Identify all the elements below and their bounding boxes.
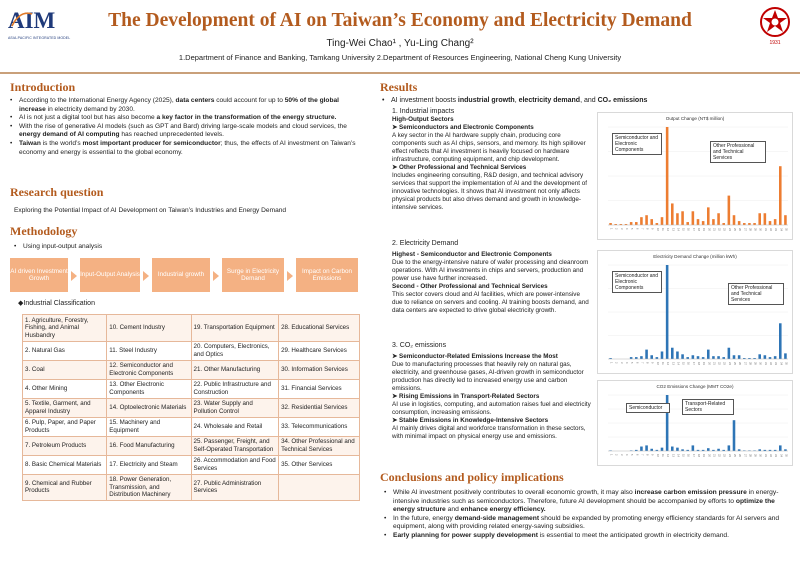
chart-tick-label: 2 bbox=[614, 228, 618, 230]
method-flowchart bbox=[10, 258, 360, 294]
industry-table-cell: 26. Accommodation and Food Services bbox=[191, 455, 279, 474]
chart-tick-label: 5 bbox=[630, 228, 634, 230]
chart-bar bbox=[666, 265, 669, 359]
industry-table-cell: 30. Information Services bbox=[279, 360, 360, 379]
chart-tick-label: 27 bbox=[743, 362, 747, 365]
chart-bar bbox=[779, 323, 782, 359]
chart-tick-label: 13 bbox=[671, 454, 675, 457]
aim-logo-subtitle: ASIA-PACIFIC INTEGRATED MODEL bbox=[8, 36, 71, 40]
affiliations: 1.Department of Finance and Banking, Tamkang University 2.Department of Resources Engineering, National Cheng Kung University bbox=[178, 53, 622, 62]
chart-tick-label: 11 bbox=[661, 228, 664, 231]
s3-h1: ➤ Semiconductor-Related Emissions Increase the Most bbox=[392, 353, 558, 360]
chart-tick-label: 24 bbox=[727, 454, 731, 457]
industry-table-row bbox=[23, 341, 360, 360]
chart-tick-label: 26 bbox=[738, 228, 742, 231]
chart-tick-label: 35 bbox=[784, 454, 788, 457]
chart-tick-label: 16 bbox=[686, 454, 690, 457]
industry-table-cell: 24. Wholesale and Retail bbox=[191, 417, 279, 436]
chart-bar bbox=[630, 222, 633, 225]
industry-table-row bbox=[23, 436, 360, 455]
chart-tick-label: 23 bbox=[722, 362, 726, 365]
chart-tick-label: 25 bbox=[733, 362, 736, 365]
industry-table-cell: 22. Public Infrastructure and Construction bbox=[191, 379, 279, 398]
chart-tick-label: 29 bbox=[753, 228, 757, 231]
chart-tick-label: 35 bbox=[784, 362, 788, 365]
rq-heading: Research question bbox=[10, 185, 104, 199]
flow-step-4: Surge in Electricity Demand bbox=[222, 258, 284, 292]
industry-table-cell: 17. Electricity and Steam bbox=[107, 455, 191, 474]
chart-tick-label: 23 bbox=[722, 454, 726, 457]
intro-body bbox=[10, 97, 365, 157]
conclusion-1: • While AI investment positively contributes to overall economic growth, it may also increase carbon emission pressure in energy-intensive industries such as semiconductors. Therefore, future AI development should be accompanied by efforts to optimize the energy structure and enhance energy efficiency. bbox=[384, 489, 794, 515]
chart-bar bbox=[779, 445, 782, 451]
conclusion-2: • In the future, energy demand-side management should be expanded by promoting energy efficiency standards for AI servers and equipment, along with providing related energy-saving subsidies. bbox=[384, 515, 794, 532]
chart-tick-label: 12 bbox=[666, 362, 670, 365]
chart-tick-label: 30 bbox=[758, 454, 762, 457]
chart-bar bbox=[769, 357, 772, 359]
chart-bar bbox=[681, 354, 684, 359]
industry-table-cell: 33. Telecommunications bbox=[279, 417, 360, 436]
chart-tick-label: 32 bbox=[769, 362, 772, 365]
chart-1-callout-professional: Other Professional and Technical Services bbox=[710, 141, 766, 163]
chart-tick-label: 14 bbox=[676, 228, 680, 231]
chart-tick-label: 13 bbox=[671, 362, 675, 365]
chart-tick-label: 1 bbox=[609, 228, 613, 230]
chart-bar bbox=[784, 353, 787, 359]
chart-tick-label: 34 bbox=[779, 228, 783, 231]
method-bullet: • Using input-output analysis bbox=[14, 243, 314, 252]
chart-bar bbox=[728, 196, 731, 225]
chart-bar bbox=[728, 348, 731, 359]
industry-table-cell: 25. Passenger, Freight, and Self-Operated Transportation bbox=[191, 436, 279, 455]
chart-bar bbox=[635, 222, 638, 225]
conclusion-3: • Early planning for power supply development is essential to meet the anticipated growth in electricity demand. bbox=[384, 532, 794, 541]
chart-tick-label: 19 bbox=[702, 362, 706, 365]
chart-tick-label: 15 bbox=[681, 362, 685, 365]
results-electricity-demand bbox=[392, 240, 592, 315]
chart-bar bbox=[640, 217, 643, 225]
chart-bar bbox=[686, 357, 689, 359]
section-1-title: 1. Industrial impacts bbox=[392, 108, 455, 115]
s2-t2: This sector covers cloud and AI facilities, which are power-intensive due to reliance on servers and cooling. AI training boosts demand, and data centers are expected to drive global electricity growth. bbox=[392, 291, 589, 314]
industry-table-row bbox=[23, 455, 360, 474]
poster-title: The Development of AI on Taiwan’s Economy and Electricity Demand bbox=[108, 10, 692, 31]
chart-tick-label: 5 bbox=[630, 362, 634, 364]
industry-table-cell: 7. Petroleum Products bbox=[23, 436, 107, 455]
poster-header bbox=[0, 0, 800, 70]
industry-table-cell: 10. Cement Industry bbox=[107, 315, 191, 342]
industry-table-row bbox=[23, 417, 360, 436]
industry-table-cell: 16. Food Manufacturing bbox=[107, 436, 191, 455]
chart-bar bbox=[712, 356, 715, 359]
chart-tick-label: 10 bbox=[655, 362, 659, 365]
chart-bar bbox=[712, 219, 715, 225]
section-1-subtitle: High-Output Sectors bbox=[392, 116, 454, 123]
chart-tick-label: 27 bbox=[743, 228, 747, 231]
chart-tick-label: 2 bbox=[614, 362, 618, 364]
industry-classification-table bbox=[22, 314, 360, 501]
industry-table-cell: 28. Educational Services bbox=[279, 315, 360, 342]
chart-tick-label: 3 bbox=[619, 454, 623, 456]
industry-table-cell: 32. Residential Services bbox=[279, 398, 360, 417]
authors: Ting-Wei Chao¹ , Yu-Ling Chang² bbox=[326, 38, 474, 49]
chart-tick-label: 12 bbox=[666, 228, 670, 231]
aim-logo-mark bbox=[6, 6, 76, 36]
industry-table-cell: 34. Other Professional and Technical Services bbox=[279, 436, 360, 455]
chart-bar bbox=[661, 448, 664, 451]
flow-arrow-icon bbox=[287, 271, 293, 281]
s1-b-text: Includes engineering consulting, R&D design, and technical advisory services that support the implementation of AI and the development of innovative technologies. It shows that AI investment not only affects physical products but also drives demand and growth in knowledge-intensive services. bbox=[392, 172, 587, 211]
conclusions-body bbox=[384, 489, 794, 541]
chart-tick-label: 6 bbox=[635, 228, 639, 230]
chart-tick-label: 15 bbox=[681, 454, 685, 457]
co2-emissions-chart bbox=[597, 380, 793, 466]
chart-tick-label: 10 bbox=[655, 228, 659, 231]
chart-tick-label: 7 bbox=[640, 362, 644, 364]
industry-table-cell: 3. Coal bbox=[23, 360, 107, 379]
industry-table-cell bbox=[279, 474, 360, 501]
chart-bar bbox=[743, 223, 746, 225]
chart-bar bbox=[697, 219, 700, 225]
chart-tick-label: 12 bbox=[666, 454, 670, 457]
industry-table-cell: 20. Computers, Electronics, and Optics bbox=[191, 341, 279, 360]
chart-1-title: Output Change (NT$ million) bbox=[665, 116, 725, 121]
chart-bar bbox=[717, 213, 720, 225]
chart-bar bbox=[640, 447, 643, 451]
chart-tick-label: 3 bbox=[619, 228, 623, 230]
chart-tick-label: 31 bbox=[763, 454, 767, 457]
chart-bar bbox=[692, 445, 695, 451]
chart-tick-label: 18 bbox=[697, 362, 700, 365]
chart-tick-label: 20 bbox=[707, 362, 711, 365]
chart-tick-label: 6 bbox=[635, 454, 639, 456]
chart-bar bbox=[758, 213, 761, 225]
chart-bar bbox=[640, 356, 643, 359]
chart-bar bbox=[758, 354, 761, 359]
chart-bar bbox=[635, 357, 638, 359]
chart-bar bbox=[676, 448, 679, 451]
chart-tick-label: 11 bbox=[661, 362, 664, 365]
chart-bar bbox=[784, 215, 787, 225]
chart-2-title: Electricity Demand Change (million kWh) bbox=[653, 254, 737, 259]
chart-tick-label: 19 bbox=[702, 454, 706, 457]
flow-arrow-icon bbox=[71, 271, 77, 281]
rq-text: Exploring the Potential Impact of AI Development on Taiwan’s Industries and Energy Demand bbox=[14, 207, 287, 214]
chart-tick-label: 30 bbox=[758, 362, 762, 365]
chart-bar bbox=[707, 448, 710, 451]
s2-h2: Second - Other Professional and Technical Services bbox=[392, 283, 548, 290]
chart-bar bbox=[609, 223, 612, 225]
chart-3-callout-transport: Transport-Related Sectors bbox=[682, 399, 734, 415]
industry-table-cell: 13. Other Electronic Components bbox=[107, 379, 191, 398]
flow-step-5: Impact on Carbon Emissions bbox=[296, 258, 358, 292]
results-co2-emissions bbox=[392, 342, 592, 441]
industry-table-row bbox=[23, 379, 360, 398]
chart-bar bbox=[707, 350, 710, 359]
chart-bar bbox=[733, 215, 736, 225]
industry-table-cell: 4. Other Mining bbox=[23, 379, 107, 398]
chart-tick-label: 29 bbox=[753, 454, 757, 457]
chart-bar bbox=[779, 166, 782, 225]
method-heading: Methodology bbox=[10, 224, 78, 238]
chart-bar bbox=[697, 356, 700, 359]
chart-bar bbox=[733, 420, 736, 451]
chart-tick-label: 17 bbox=[691, 362, 695, 365]
industry-table-cell: 23. Water Supply and Pollution Control bbox=[191, 398, 279, 417]
s1-a-head: ➤ Semiconductors and Electronic Components bbox=[392, 124, 534, 131]
chart-tick-label: 20 bbox=[707, 228, 711, 231]
chart-tick-label: 4 bbox=[625, 228, 628, 230]
chart-bar bbox=[656, 357, 659, 359]
chart-tick-label: 17 bbox=[691, 228, 695, 231]
chart-bar bbox=[758, 449, 761, 451]
chart-tick-label: 27 bbox=[743, 454, 747, 457]
chart-tick-label: 24 bbox=[727, 362, 731, 365]
chart-bar bbox=[748, 223, 751, 225]
chart-tick-label: 7 bbox=[640, 454, 644, 456]
chart-tick-label: 28 bbox=[748, 362, 752, 365]
chart-1-callout-semiconductor: Semiconductor and Electronic Components bbox=[612, 133, 662, 155]
chart-bar bbox=[630, 357, 633, 359]
chart-tick-label: 31 bbox=[763, 228, 767, 231]
chart-bar bbox=[784, 449, 787, 451]
intro-bullet-1: • According to the International Energy Agency (2025), data centers could account for up to 50% of the global increase in electricity demand by 2030. bbox=[10, 97, 365, 114]
chart-bar bbox=[650, 449, 653, 451]
electricity-demand-chart bbox=[597, 250, 793, 374]
flow-arrow-icon bbox=[213, 271, 219, 281]
industry-table-cell: 14. Optoelectronic Materials bbox=[107, 398, 191, 417]
chart-tick-label: 32 bbox=[769, 454, 772, 457]
chart-tick-label: 8 bbox=[645, 228, 649, 230]
flow-step-3: Industrial growth bbox=[152, 258, 210, 292]
seal-year: 1931 bbox=[769, 40, 781, 46]
chart-tick-label: 21 bbox=[712, 362, 716, 365]
s1-b-head: ➤ Other Professional and Technical Services bbox=[392, 164, 527, 171]
intro-bullet-3: • With the rise of generative AI models (such as GPT and Bard) driving large-scale models and cloud services, the energy demand of AI computing has reached unprecedented levels. bbox=[10, 123, 365, 140]
chart-tick-label: 7 bbox=[640, 228, 644, 230]
chart-bar bbox=[702, 221, 705, 225]
chart-bar bbox=[686, 222, 689, 225]
chart-bar bbox=[753, 223, 756, 225]
s3-t1: Due to manufacturing processes that heavily rely on natural gas, electricity, and greenhouse gases, AI-driven growth in semiconductor production has directly led to increased energy use and carbon emissions. bbox=[392, 361, 584, 392]
chart-2-callout-semiconductor: Semiconductor and Electronic Components bbox=[612, 271, 662, 293]
chart-tick-label: 22 bbox=[717, 362, 721, 365]
chart-bar bbox=[733, 355, 736, 359]
s2-h1: Highest - Semiconductor and Electronic Components bbox=[392, 251, 552, 258]
chart-2-callout-professional: Other Professional and Technical Services bbox=[728, 283, 784, 305]
chart-tick-label: 4 bbox=[625, 454, 628, 456]
chart-tick-label: 5 bbox=[630, 454, 634, 456]
chart-bar bbox=[738, 449, 741, 451]
flow-arrow-icon bbox=[143, 271, 149, 281]
industry-table-cell: 11. Steel Industry bbox=[107, 341, 191, 360]
chart-bar bbox=[671, 348, 674, 359]
chart-tick-label: 25 bbox=[733, 228, 736, 231]
industry-table-row bbox=[23, 360, 360, 379]
chart-bar bbox=[676, 351, 679, 359]
chart-bar bbox=[738, 355, 741, 359]
chart-bar bbox=[722, 357, 725, 359]
industry-table-cell: 6. Pulp, Paper, and Paper Products bbox=[23, 417, 107, 436]
chart-tick-label: 29 bbox=[753, 362, 757, 365]
chart-tick-label: 35 bbox=[784, 228, 788, 231]
s1-a-text: A key sector in the AI hardware supply chain, producing core components such as AI chips, sensors, and memory. Its high spillover effect reflects that AI investment is heavily focused on hardware infrastructure, computing equipment, and chip development. bbox=[392, 132, 586, 163]
chart-tick-label: 18 bbox=[697, 454, 700, 457]
flow-step-2: Input-Output Analysis bbox=[80, 258, 140, 292]
industry-table-cell: 2. Natural Gas bbox=[23, 341, 107, 360]
chart-bar bbox=[661, 351, 664, 359]
chart-tick-label: 33 bbox=[774, 362, 778, 365]
chart-bar bbox=[645, 215, 648, 225]
s2-t1: Due to the energy-intensive nature of wafer processing and cleanroom operations. With AI investments in chips and servers, production and power use have further increased. bbox=[392, 259, 589, 282]
chart-tick-label: 34 bbox=[779, 362, 783, 365]
chart-tick-label: 18 bbox=[697, 228, 700, 231]
chart-tick-label: 28 bbox=[748, 454, 752, 457]
chart-tick-label: 21 bbox=[712, 454, 716, 457]
chart-bar bbox=[645, 350, 648, 359]
industry-table-cell: 8. Basic Chemical Materials bbox=[23, 455, 107, 474]
chart-3-callout-semiconductor: Semiconductor bbox=[626, 403, 670, 413]
chart-tick-label: 21 bbox=[712, 228, 716, 231]
chart-tick-label: 9 bbox=[650, 362, 654, 364]
chart-bar bbox=[661, 217, 664, 225]
chart-tick-label: 15 bbox=[681, 228, 685, 231]
chart-tick-label: 14 bbox=[676, 454, 680, 457]
chart-tick-label: 13 bbox=[671, 228, 675, 231]
chart-bar bbox=[671, 203, 674, 225]
chart-tick-label: 11 bbox=[661, 454, 664, 457]
intro-heading: Introduction bbox=[10, 80, 76, 94]
chart-bar bbox=[666, 127, 669, 225]
chart-bar bbox=[645, 445, 648, 451]
chart-bar bbox=[676, 213, 679, 225]
chart-tick-label: 1 bbox=[609, 362, 613, 364]
chart-tick-label: 34 bbox=[779, 454, 783, 457]
industry-table-cell: 9. Chemical and Rubber Products bbox=[23, 474, 107, 501]
chart-tick-label: 10 bbox=[655, 454, 659, 457]
chart-tick-label: 2 bbox=[614, 454, 618, 456]
chart-bar bbox=[650, 219, 653, 225]
chart-tick-label: 25 bbox=[733, 454, 736, 457]
chart-tick-label: 30 bbox=[758, 228, 762, 231]
industry-table-cell: 18. Power Generation, Transmission, and Distribution Machinery bbox=[107, 474, 191, 501]
chart-bar bbox=[738, 221, 741, 225]
s3-t2: AI use in logistics, computing, and automation raises fuel and electricity consumption, increasing emissions. bbox=[392, 401, 591, 416]
chart-bar bbox=[769, 221, 772, 225]
chart-bar bbox=[774, 356, 777, 359]
section-2-title: 2. Electricity Demand bbox=[392, 240, 459, 247]
industry-table-cell: 31. Financial Services bbox=[279, 379, 360, 398]
chart-tick-label: 22 bbox=[717, 454, 721, 457]
industry-table-cell: 12. Semiconductor and Electronic Components bbox=[107, 360, 191, 379]
chart-bar bbox=[774, 219, 777, 225]
university-seal-icon bbox=[758, 6, 792, 46]
header-divider bbox=[0, 72, 800, 74]
flow-step-1: AI driven Investment Growth bbox=[10, 258, 68, 292]
industry-table-cell: 27. Public Administration Services bbox=[191, 474, 279, 501]
chart-tick-label: 22 bbox=[717, 228, 721, 231]
s3-t3: AI mainly drives digital and workforce transformation in these sectors, with minimal impact on physical energy use and emissions. bbox=[392, 425, 586, 440]
chart-tick-label: 9 bbox=[650, 454, 654, 456]
chart-tick-label: 9 bbox=[650, 228, 654, 230]
chart-tick-label: 19 bbox=[702, 228, 706, 231]
chart-bar bbox=[764, 213, 767, 225]
industry-table-cell: 29. Healthcare Services bbox=[279, 341, 360, 360]
results-heading: Results bbox=[380, 80, 418, 94]
chart-tick-label: 33 bbox=[774, 454, 778, 457]
chart-tick-label: 8 bbox=[645, 454, 649, 456]
industry-table-row bbox=[23, 474, 360, 501]
chart-bar bbox=[681, 211, 684, 225]
chart-tick-label: 23 bbox=[722, 228, 726, 231]
results-industrial-impacts bbox=[392, 108, 592, 212]
conclusions-heading: Conclusions and policy implications bbox=[380, 470, 564, 484]
industry-table-cell: 5. Textile, Garment, and Apparel Industry bbox=[23, 398, 107, 417]
chart-tick-label: 20 bbox=[707, 454, 711, 457]
chart-tick-label: 26 bbox=[738, 362, 742, 365]
chart-bar bbox=[650, 355, 653, 359]
chart-tick-label: 16 bbox=[686, 362, 690, 365]
industry-table-cell: 21. Other Manufacturing bbox=[191, 360, 279, 379]
chart-tick-label: 4 bbox=[625, 362, 628, 364]
industry-table-cell: 35. Other Services bbox=[279, 455, 360, 474]
chart-bar bbox=[764, 355, 767, 359]
chart-bar bbox=[722, 223, 725, 225]
section-3-title: 3. CO₂ emissions bbox=[392, 342, 447, 349]
chart-bar bbox=[707, 207, 710, 225]
chart-3-title: CO2 Emissions Change (MMT CO2e) bbox=[656, 384, 734, 389]
output-change-chart bbox=[597, 112, 793, 240]
industry-table-cell: 1. Agriculture, Forestry, Fishing, and Animal Husbandry bbox=[23, 315, 107, 342]
chart-bar bbox=[702, 357, 705, 359]
results-lead: • AI investment boosts industrial growth, electricity demand, and CO₂ emissions bbox=[382, 97, 792, 106]
chart-bar bbox=[681, 449, 684, 451]
chart-bar bbox=[656, 223, 659, 225]
chart-tick-label: 26 bbox=[738, 454, 742, 457]
s3-h3: ➤ Stable Emissions in Knowledge-Intensive Sectors bbox=[392, 417, 549, 424]
chart-tick-label: 17 bbox=[691, 454, 695, 457]
svg-text:AIM: AIM bbox=[8, 8, 56, 33]
chart-tick-label: 33 bbox=[774, 228, 778, 231]
industry-table-cell: 19. Transportation Equipment bbox=[191, 315, 279, 342]
chart-tick-label: 6 bbox=[635, 362, 639, 364]
chart-tick-label: 32 bbox=[769, 228, 772, 231]
chart-bar bbox=[692, 355, 695, 359]
chart-bar bbox=[692, 211, 695, 225]
chart-tick-label: 16 bbox=[686, 228, 690, 231]
chart-tick-label: 28 bbox=[748, 228, 752, 231]
intro-bullet-2: • AI is not just a digital tool but has also become a key factor in the transformation of the energy structure. bbox=[10, 114, 365, 123]
chart-tick-label: 3 bbox=[619, 362, 623, 364]
industry-table-cell: 15. Machinery and Equipment bbox=[107, 417, 191, 436]
industry-table-row bbox=[23, 398, 360, 417]
chart-tick-label: 14 bbox=[676, 362, 680, 365]
chart-tick-label: 8 bbox=[645, 362, 649, 364]
intro-bullet-4: • Taiwan is the world’s most important producer for semiconductor; thus, the effects of AI investment on Taiwan’s economy and energy is essential to the global economy. bbox=[10, 140, 365, 157]
classification-heading: ◆Industrial Classification bbox=[18, 300, 95, 307]
chart-tick-label: 31 bbox=[763, 362, 767, 365]
s3-h2: ➤ Rising Emissions in Transport-Related Sectors bbox=[392, 393, 540, 400]
chart-bar bbox=[717, 356, 720, 359]
chart-tick-label: 24 bbox=[727, 228, 731, 231]
chart-bar bbox=[671, 447, 674, 451]
chart-tick-label: 1 bbox=[609, 454, 613, 456]
chart-bar bbox=[728, 445, 731, 451]
chart-bar bbox=[717, 449, 720, 451]
industry-table-row bbox=[23, 315, 360, 342]
